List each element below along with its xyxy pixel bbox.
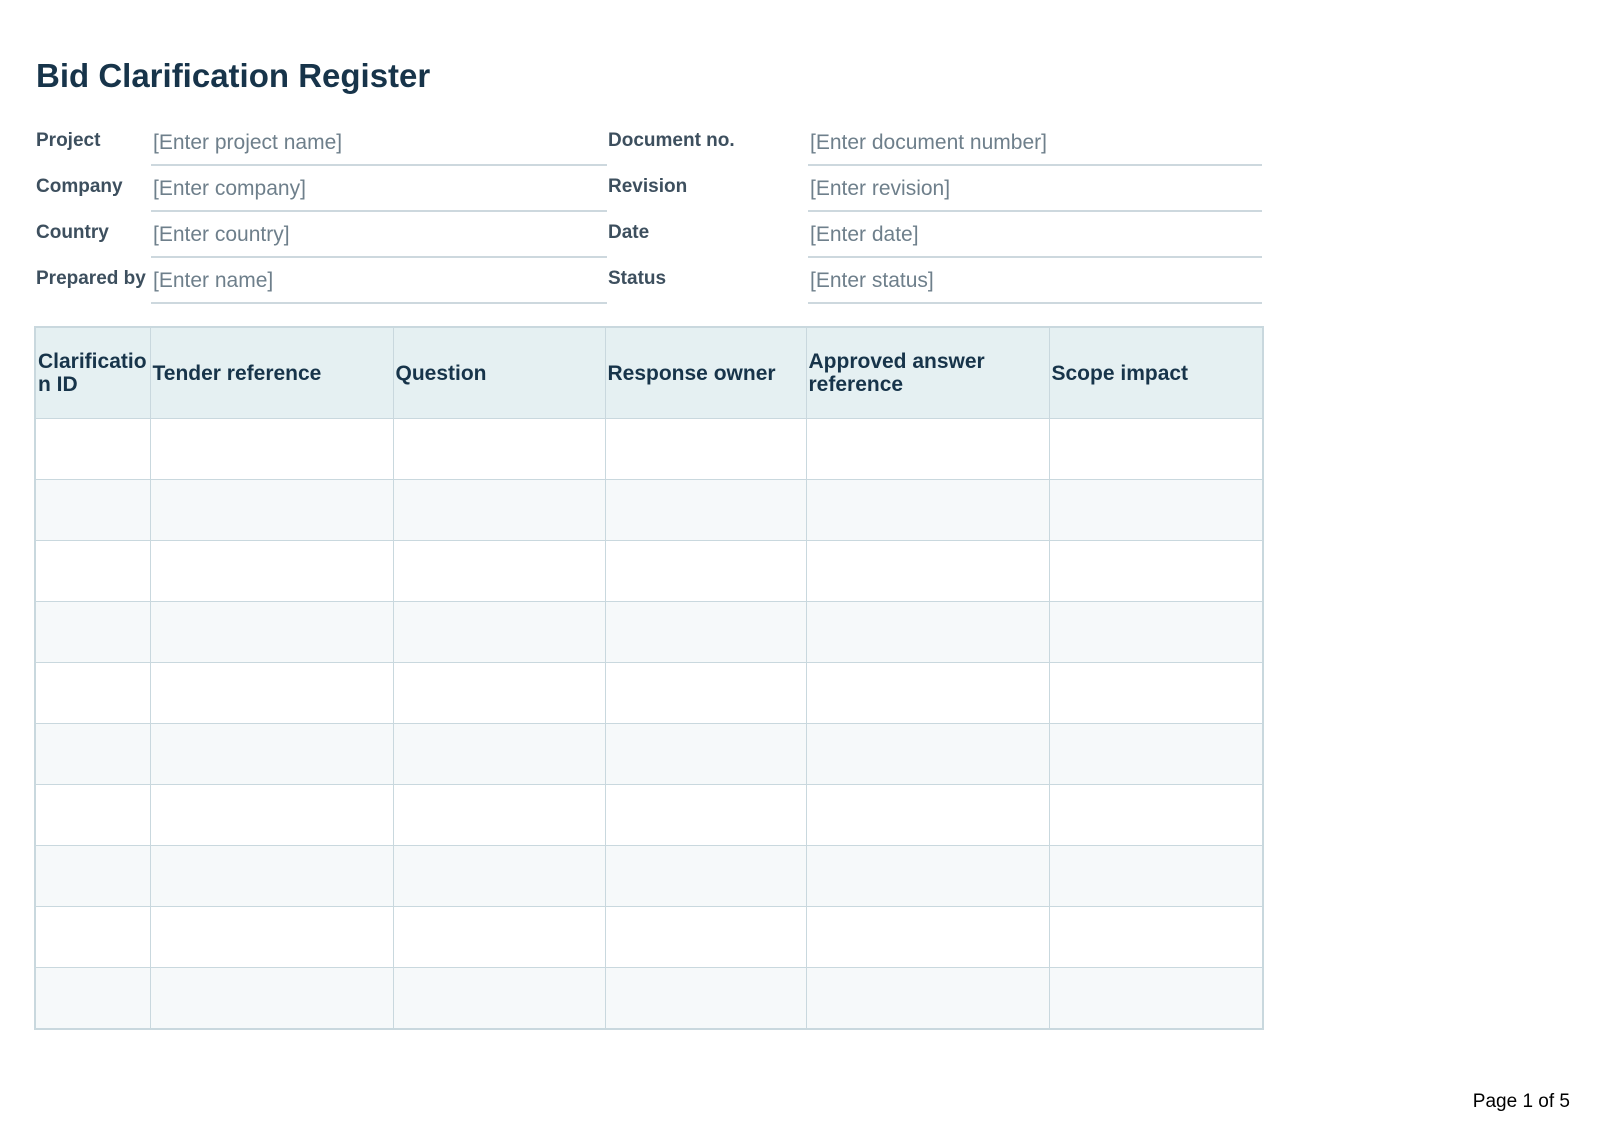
cell-clarification-id[interactable] [35,480,150,541]
cell-scope-impact[interactable] [1049,846,1263,907]
revision-field[interactable]: [Enter revision] [808,166,1262,212]
revision-label: Revision [608,176,688,197]
cell-approved-answer-reference[interactable] [806,968,1049,1030]
cell-response-owner[interactable] [605,663,806,724]
cell-scope-impact[interactable] [1049,541,1263,602]
cell-approved-answer-reference[interactable] [806,785,1049,846]
meta-row [36,166,1262,213]
cell-tender-reference[interactable] [150,907,393,968]
cell-tender-reference[interactable] [150,663,393,724]
cell-question[interactable] [393,907,605,968]
table-row [35,724,1263,785]
cell-clarification-id[interactable] [35,724,150,785]
cell-question[interactable] [393,846,605,907]
cell-clarification-id[interactable] [35,907,150,968]
cell-approved-answer-reference[interactable] [806,541,1049,602]
meta-row [36,120,1262,167]
cell-approved-answer-reference[interactable] [806,846,1049,907]
table-row [35,480,1263,541]
cell-clarification-id[interactable] [35,663,150,724]
column-header-clarification-id: Clarification ID [35,327,150,419]
cell-clarification-id[interactable] [35,846,150,907]
table-header-row [35,327,1263,419]
cell-clarification-id[interactable] [35,785,150,846]
cell-tender-reference[interactable] [150,968,393,1030]
cell-question[interactable] [393,602,605,663]
project-label: Project [36,130,101,151]
table-row [35,602,1263,663]
cell-scope-impact[interactable] [1049,419,1263,480]
cell-scope-impact[interactable] [1049,907,1263,968]
column-header-question: Question [393,327,605,419]
table-row [35,419,1263,480]
cell-scope-impact[interactable] [1049,968,1263,1030]
cell-scope-impact[interactable] [1049,663,1263,724]
country-label: Country [36,222,109,243]
prepared-by-field[interactable]: [Enter name] [151,258,607,304]
page-title: Bid Clarification Register [36,57,431,94]
cell-response-owner[interactable] [605,907,806,968]
date-label: Date [608,222,650,243]
cell-approved-answer-reference[interactable] [806,419,1049,480]
cell-clarification-id[interactable] [35,602,150,663]
cell-question[interactable] [393,480,605,541]
prepared-by-label: Prepared by [36,268,146,289]
cell-approved-answer-reference[interactable] [806,907,1049,968]
cell-question[interactable] [393,724,605,785]
cell-question[interactable] [393,419,605,480]
cell-scope-impact[interactable] [1049,602,1263,663]
status-label: Status [608,268,667,289]
cell-approved-answer-reference[interactable] [806,602,1049,663]
company-field[interactable]: [Enter company] [151,166,607,212]
column-header-tender-reference: Tender reference [150,327,393,419]
cell-question[interactable] [393,541,605,602]
cell-approved-answer-reference[interactable] [806,480,1049,541]
cell-question[interactable] [393,785,605,846]
table-row [35,541,1263,602]
table-row [35,907,1263,968]
column-header-response-owner: Response owner [605,327,806,419]
cell-clarification-id[interactable] [35,419,150,480]
project-field[interactable]: [Enter project name] [151,120,607,166]
cell-response-owner[interactable] [605,602,806,663]
table-body [35,419,1263,1030]
cell-tender-reference[interactable] [150,724,393,785]
cell-scope-impact[interactable] [1049,785,1263,846]
cell-clarification-id[interactable] [35,968,150,1030]
meta-row [36,212,1262,259]
document-number-field[interactable]: [Enter document number] [808,120,1262,166]
cell-question[interactable] [393,968,605,1030]
cell-response-owner[interactable] [605,785,806,846]
country-field[interactable]: [Enter country] [151,212,607,258]
cell-response-owner[interactable] [605,968,806,1030]
cell-response-owner[interactable] [605,480,806,541]
status-field[interactable]: [Enter status] [808,258,1262,304]
cell-approved-answer-reference[interactable] [806,724,1049,785]
cell-tender-reference[interactable] [150,419,393,480]
column-header-approved-answer-reference: Approved answer reference [806,327,1049,419]
cell-response-owner[interactable] [605,846,806,907]
table-row [35,663,1263,724]
date-field[interactable]: [Enter date] [808,212,1262,258]
clarification-table [34,326,1264,1030]
cell-tender-reference[interactable] [150,785,393,846]
cell-question[interactable] [393,663,605,724]
cell-tender-reference[interactable] [150,602,393,663]
company-label: Company [36,176,123,197]
meta-row [36,258,1262,305]
document-number-label: Document no. [608,130,735,151]
cell-response-owner[interactable] [605,724,806,785]
table-row [35,968,1263,1030]
cell-scope-impact[interactable] [1049,724,1263,785]
document-info-block [36,120,1262,312]
cell-tender-reference[interactable] [150,846,393,907]
cell-response-owner[interactable] [605,541,806,602]
cell-clarification-id[interactable] [35,541,150,602]
cell-approved-answer-reference[interactable] [806,663,1049,724]
cell-response-owner[interactable] [605,419,806,480]
table-row [35,846,1263,907]
cell-tender-reference[interactable] [150,480,393,541]
page-number: Page 1 of 5 [1472,1091,1570,1112]
cell-scope-impact[interactable] [1049,480,1263,541]
table-row [35,785,1263,846]
cell-tender-reference[interactable] [150,541,393,602]
column-header-scope-impact: Scope impact [1049,327,1263,419]
